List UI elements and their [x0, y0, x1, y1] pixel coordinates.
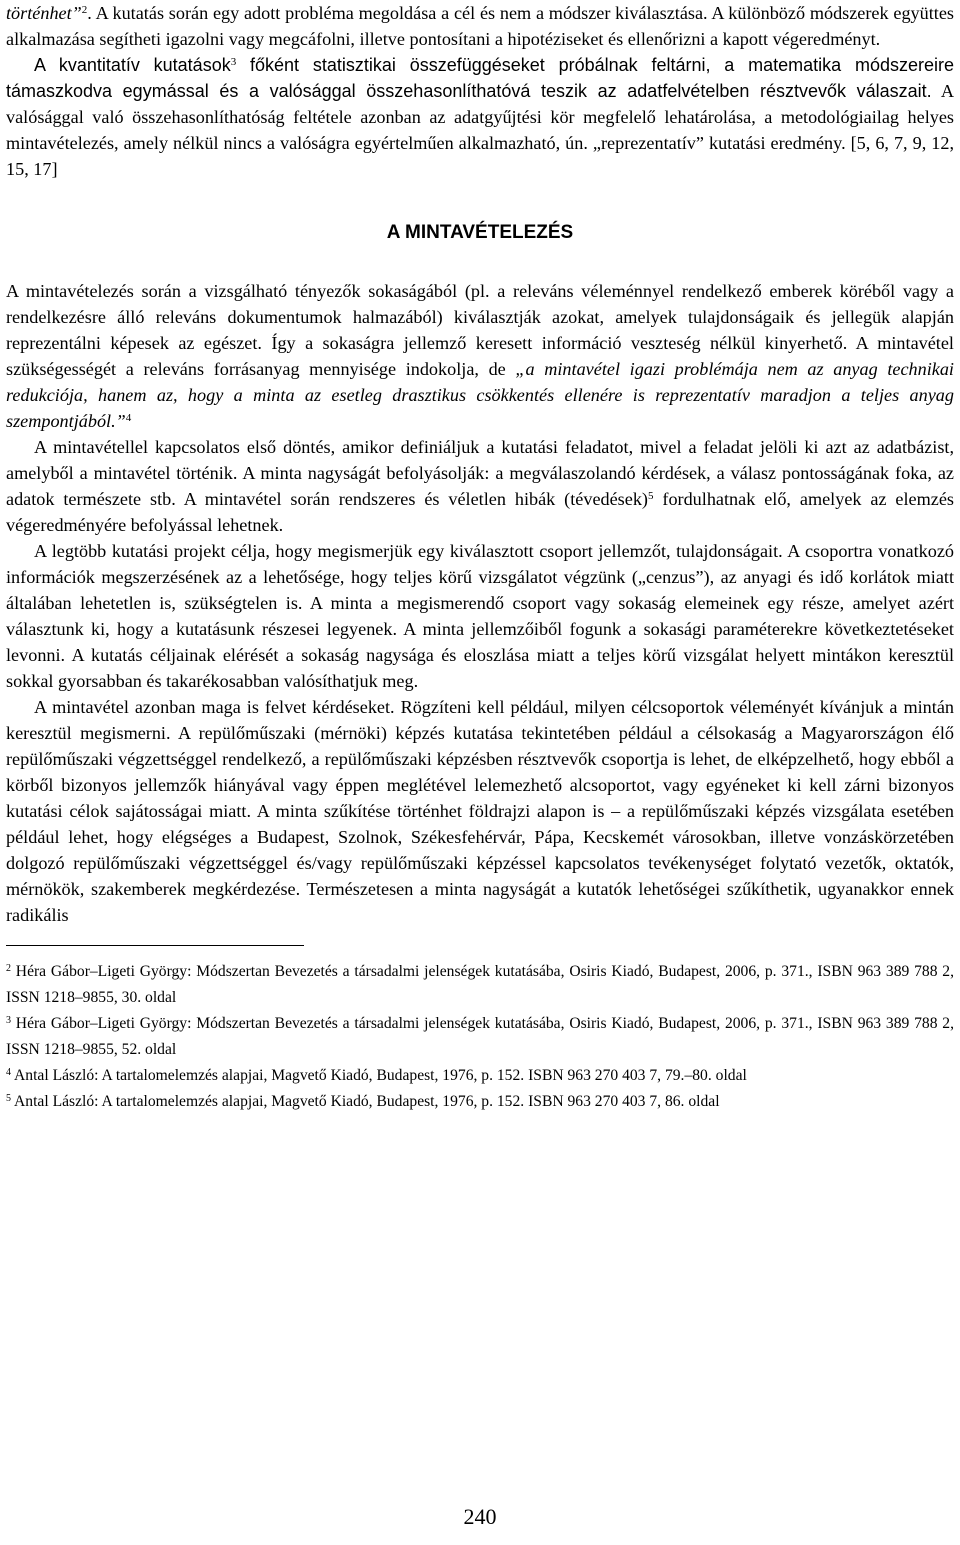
footnote-number: 2 — [6, 963, 11, 974]
paragraph-questions: A mintavétel azonban maga is felvet kérdéseket. Rögzíteni kell például, milyen célcsoportok véleményét kívánjuk a mintán keresztül megismerni. A repülőműszaki (mérnöki) képzés kutatása tekintetében például a célsokaság a Magyarországon élő repülőműszaki végzettséggel rendelkező, a repülőműszaki képzésben résztvevők csoportja is lehet, de elképzelhető, hogy ebből a körből bizonyos jellemzők hiányával vagy éppen meglétével lelemezhető alcsoportot, vagy egyéneket ki kell zárni bizonyos kutatási célok sajátosságai miatt. A minta szűkítése történhet földrajzi alapon is – a repülőműszaki képzés vizsgálata esetében például lehet, hogy elégséges a Budapest, Szolnok, Székesfehérvár, Pápa, Kecskemét városokban, illetve vonzáskörzetében dolgozó repülőműszaki végzettséggel és/vagy repülőműszaki képzéssel kapcsolatos tevékenységet folytató vezetők, oktatók, mérnökök, szakemberek megkérdezése. Természetesen a minta nagyságát a kutatók lehetőségei szűkíthetik, ugyanakkor ennek radikális — [6, 697, 954, 925]
footnote-text: Héra Gábor–Ligeti György: Módszertan Bevezetés a társadalmi jelenségek kutatásába, Osiris Kiadó, Budapest, 2006, p. 371., ISBN 963 389 788 2, ISSN 1218–9855, 30. oldal — [6, 963, 954, 1006]
document-page — [6, 0, 954, 1115]
footnote-number: 4 — [6, 1067, 11, 1078]
footnote-text: Antal László: A tartalomelemzés alapjai, Magvető Kiadó, Budapest, 1976, p. 152. ISBN 963 270 403 7, 86. oldal — [11, 1093, 720, 1110]
quote-end: történhet” — [6, 3, 82, 23]
paragraph-intro — [6, 0, 954, 52]
footnote-number: 3 — [6, 1015, 11, 1026]
paragraph-text: A kvantitatív kutatások — [34, 55, 231, 75]
paragraph-quantitative — [6, 52, 954, 182]
footnote-number: 5 — [6, 1093, 11, 1104]
footnote-4 — [6, 1063, 954, 1089]
paragraph-text: . A kutatás során egy adott probléma megoldása a cél és nem a módszer kiválasztása. A különböző módszerek együttes alkalmazása segítheti igazolni vagy megcáfolni, illetve pontosítani a hipotéziseket és ellenőrizni a kapott végeredményt. — [6, 3, 954, 49]
footnote-5 — [6, 1089, 954, 1115]
footnote-ref[interactable]: 2 — [81, 4, 88, 16]
footnote-ref[interactable]: 5 — [647, 490, 654, 502]
paragraph-text: fordulhatnak elő, amelyek az elemzés végeredményére befolyással lehetnek. — [6, 489, 955, 535]
paragraph-text: A mintavételezés során a vizsgálható tényezők sokaságából (pl. a releváns véleménnyel rendelkező emberek köréből vagy a rendelkezésre álló releváns dokumentumok halmazából) kiválasztják azokat, amelyek tulajdonságaik és jellegük alapján reprezentálni képesek az egészet. Így a sokaságra jellemző keresett információ veszteség nélkül kinyerhető. A mintavétel szükségességét a releváns forrásanyag mennyisége indokolja, de — [6, 281, 954, 379]
footnote-3 — [6, 1011, 954, 1063]
footnote-divider — [6, 945, 304, 946]
italic-quote: „a mintavétel igazi problémája nem az anyag technikai redukciója, hanem az, hogy a minta az esetleg drasztikus csökkentés ellenére is reprezentatív maradjon a teljes anyag szempontjából.” — [6, 359, 954, 431]
footnote-text: Héra Gábor–Ligeti György: Módszertan Bevezetés a társadalmi jelenségek kutatásába, Osiris Kiadó, Budapest, 2006, p. 371., ISBN 963 389 788 2, ISSN 1218–9855, 52. oldal — [6, 1015, 954, 1058]
page-number: 240 — [463, 1504, 497, 1529]
paragraph-text: A mintavétellel kapcsolatos első döntés, amikor definiáljuk a kutatási feladatot, mivel a feladat jelöli ki azt az adatbázist, amelyből a mintavétel történik. A minta nagyságát befolyásolják: a megválaszolandó kérdések, a válasz pontosságának foka, az adatok természete stb. A mintavétel során rendszeres és véletlen hibák (tévedések) — [6, 437, 954, 509]
section-heading: A MINTAVÉTELEZÉS — [386, 222, 574, 243]
paragraph-sampling — [6, 278, 954, 434]
footnote-2 — [6, 959, 954, 1011]
footnote-ref[interactable]: 3 — [230, 56, 237, 68]
paragraph-first-decision — [6, 434, 954, 538]
footnote-text: Antal László: A tartalomelemzés alapjai, Magvető Kiadó, Budapest, 1976, p. 152. ISBN 963 270 403 7, 79.–80. oldal — [11, 1067, 747, 1084]
footnote-ref[interactable]: 4 — [125, 412, 132, 424]
paragraph-project-goal: A legtöbb kutatási projekt célja, hogy megismerjük egy kiválasztott csoport jellemzőt, tulajdonságait. A csoportra vonatkozó információk megszerzésének az a lehetősége, hogy teljes körű vizsgálatot végzünk („cenzus”), az anyagi és idő korlátok miatt általában lehetetlen is, szükségtelen is. A minta a megismerendő csoport vagy sokaság elemeinek egy része, amelyet azért választunk ki, hogy a kutatásunk részesei legyenek. A minta jellemzőiből fogunk a sokasági paraméterekre következtetéseket levonni. A kutatás céljainak elérését a sokaság nagysága és eloszlása miatt a teljes körű vizsgálat helyett mintákon keresztül sokkal gyorsabban és takarékosabban valósíthatjuk meg. — [6, 541, 954, 691]
paragraph-text: A valósággal való összehasonlíthatóság feltétele azonban az adatgyűjtési kör megfelelő lehatárolása, a metodológiailag helyes mintavételezés, amely nélkül nincs a valóságra egyértelműen alkalmazható, ún. „reprezentatív” kutatási eredmény. [5, 6, 7, 9, 12, 15, 17] — [6, 81, 955, 179]
paragraph-text: főként statisztikai összefüggéseket próbálnak feltárni, a matematika módszereire támaszkodva egymással és a valósággal összehasonlíthatóvá teszik az adatfelvételben résztvevők válaszait. — [6, 55, 954, 101]
